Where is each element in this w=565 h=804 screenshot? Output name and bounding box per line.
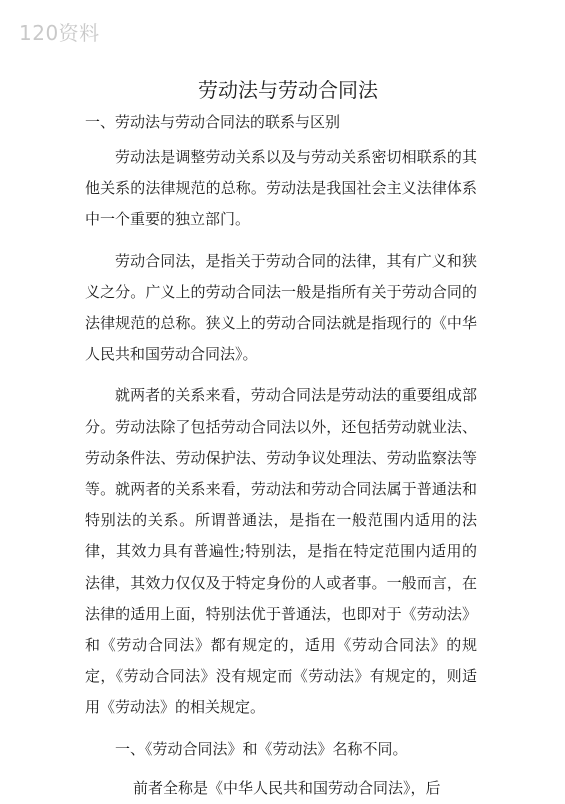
document-title: 劳动法与劳动合同法 bbox=[198, 78, 378, 102]
paragraph-1: 劳动法是调整劳动关系以及与劳动关系密切相联系的其他关系的法律规范的总称。劳动法是我国社会主义法律体系中一个重要的独立部门。 bbox=[85, 148, 477, 229]
paragraph-4: 前者全称是《中华人民共和国劳动合同法》，后 bbox=[133, 778, 441, 797]
paragraph-2: 劳动合同法，是指关于劳动合同的法律，其有广义和狭义之分。广义上的劳动合同法一般是指所有关于劳动合同的法律规范的总称。狭义上的劳动合同法就是指现行的《中华人民共和国劳动合同法》。 bbox=[85, 251, 477, 364]
paragraph-3: 就两者的关系来看，劳动合同法是劳动法的重要组成部分。劳动法除了包括劳动合同法以外，还包括劳动就业法、劳动条件法、劳动保护法、劳动争议处理法、劳动监察法等等。就两者的关系来看，劳动法和劳动合同法属于普通法和特别法的关系。所谓普通法，是指在一般范围内适用的法律，其效力具有普遍性;特别法，是指在特定范围内适用的法律，其效力仅仅及于特定身份的人或者事。一般而言，在法律的适用上面，特别法优于普通法，也即对于《劳动法》和《劳动合同法》都有规定的，适用《劳动合同法》的规定，《劳动合同法》没有规定而《劳动法》有规定的，则适用《劳动法》的相关规定。 bbox=[85, 386, 477, 717]
section-heading-1: 一、劳动法与劳动合同法的联系与区别 bbox=[85, 113, 341, 131]
section-heading-2: 一、《劳动合同法》和《劳动法》名称不同。 bbox=[115, 739, 408, 758]
watermark: 120资料 bbox=[19, 21, 100, 45]
document-page bbox=[85, 76, 477, 804]
